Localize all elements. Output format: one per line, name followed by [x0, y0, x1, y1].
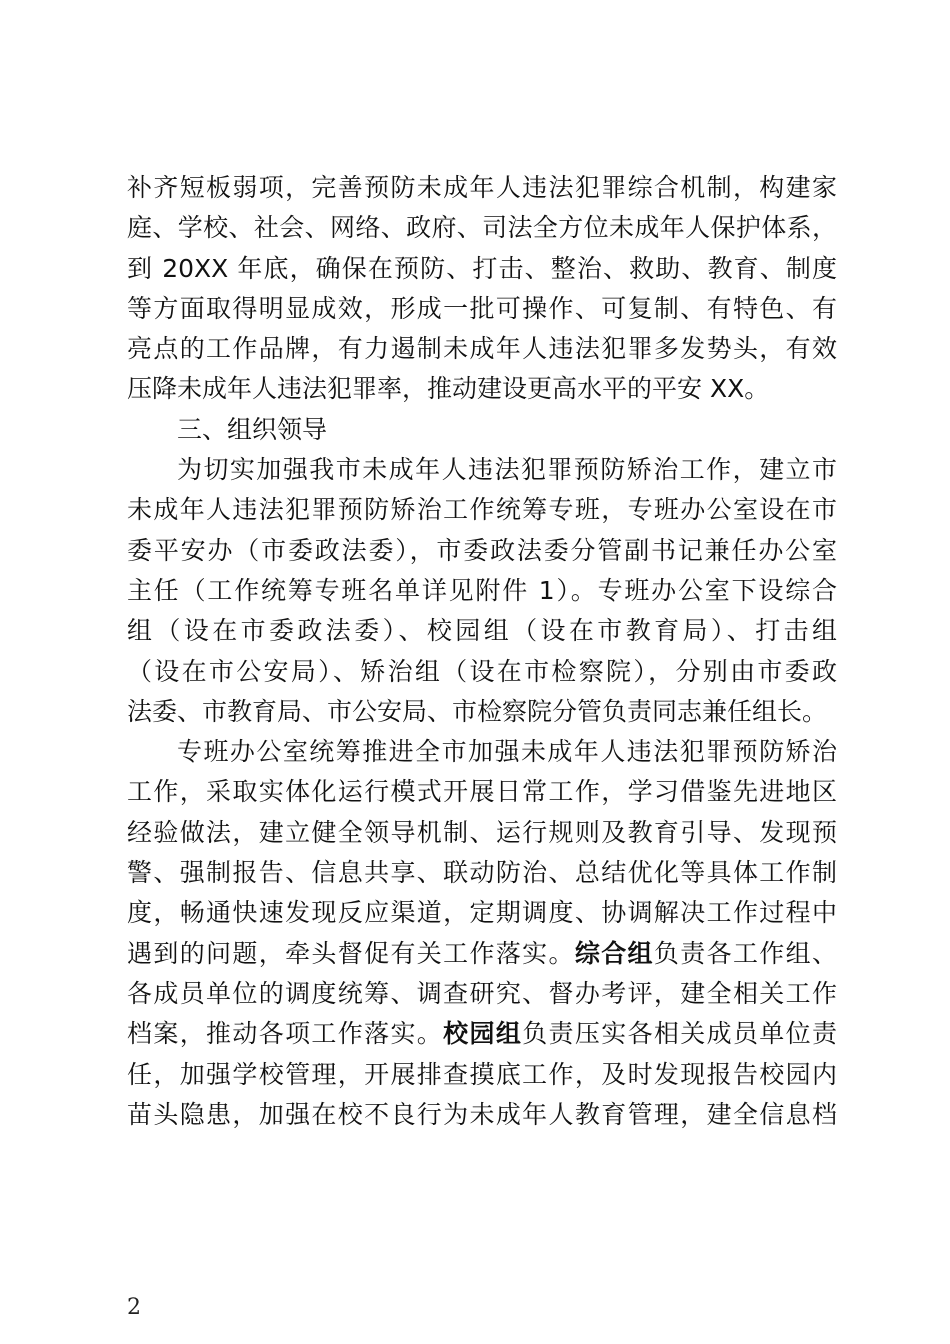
paragraph-line: 补齐短板弱项，完善预防未成年人违法犯罪综合机制，构建家: [127, 173, 837, 202]
paragraph-line: 主任（工作统筹专班名单详见附件 1）。专班办公室下设综合: [127, 575, 837, 605]
paragraph-line: 专班办公室统筹推进全市加强未成年人违法犯罪预防矫治: [177, 737, 837, 767]
paragraph-line: 等方面取得明显成效，形成一批可操作、可复制、有特色、有: [127, 293, 837, 323]
paragraph-line: [127, 934, 837, 974]
paragraph-line: 委平安办（市委政法委），市委政法委分管副书记兼任办公室: [127, 535, 837, 565]
line-text: 遇到的问题，牵头督促有关工作落实。: [127, 938, 575, 968]
paragraph-line: 未成年人违法犯罪预防矫治工作统筹专班，专班办公室设在市: [127, 495, 837, 525]
paragraph-line: 任，加强学校管理，开展排查摸底工作，及时发现报告校园内: [127, 1059, 837, 1089]
paragraph-line: 为切实加强我市未成年人违法犯罪预防矫治工作，建立市: [177, 455, 837, 485]
paragraph-line: 庭、学校、社会、网络、政府、司法全方位未成年人保护体系，: [127, 213, 837, 243]
line-text: 档案，推动各项工作落实。: [127, 1019, 444, 1049]
paragraph-line: 到 20XX 年底，确保在预防、打击、整治、救助、教育、制度: [127, 253, 837, 283]
paragraph-line: （设在市公安局）、矫治组（设在市检察院），分别由市委政: [127, 656, 837, 686]
section-heading: 三、组织领导: [177, 414, 328, 444]
page-number: 2: [127, 1295, 141, 1320]
body-text: [127, 168, 837, 1135]
bold-term-comprehensive-group: 综合组: [574, 938, 654, 968]
paragraph-line: 亮点的工作品牌，有力遏制未成年人违法犯罪多发势头，有效: [127, 334, 837, 364]
paragraph-line: 工作，采取实体化运行模式开展日常工作，学习借鉴先进地区: [127, 777, 837, 807]
paragraph-line: 压降未成年人违法犯罪率，推动建设更高水平的平安 XX。: [127, 374, 770, 404]
line-text: 负责压实各相关成员单位责: [522, 1019, 837, 1049]
paragraph-line: [127, 1014, 837, 1054]
paragraph-line: 经验做法，建立健全领导机制、运行规则及教育引导、发现预: [127, 817, 837, 847]
paragraph-line: 各成员单位的调度统筹、调查研究、督办考评，建全相关工作: [127, 978, 837, 1008]
bold-term-campus-group: 校园组: [443, 1019, 523, 1049]
paragraph-line: 苗头隐患，加强在校不良行为未成年人教育管理，建全信息档: [127, 1099, 837, 1129]
paragraph-line: 组（设在市委政法委）、校园组（设在市教育局）、打击组: [127, 616, 837, 646]
line-text: 负责各工作组、: [653, 938, 837, 968]
paragraph-line: 度，畅通快速发现反应渠道，定期调度、协调解决工作过程中: [127, 898, 837, 928]
paragraph-line: 法委、市教育局、市公安局、市检察院分管负责同志兼任组长。: [127, 696, 828, 726]
paragraph-line: 警、强制报告、信息共享、联动防治、总结优化等具体工作制: [127, 858, 837, 888]
